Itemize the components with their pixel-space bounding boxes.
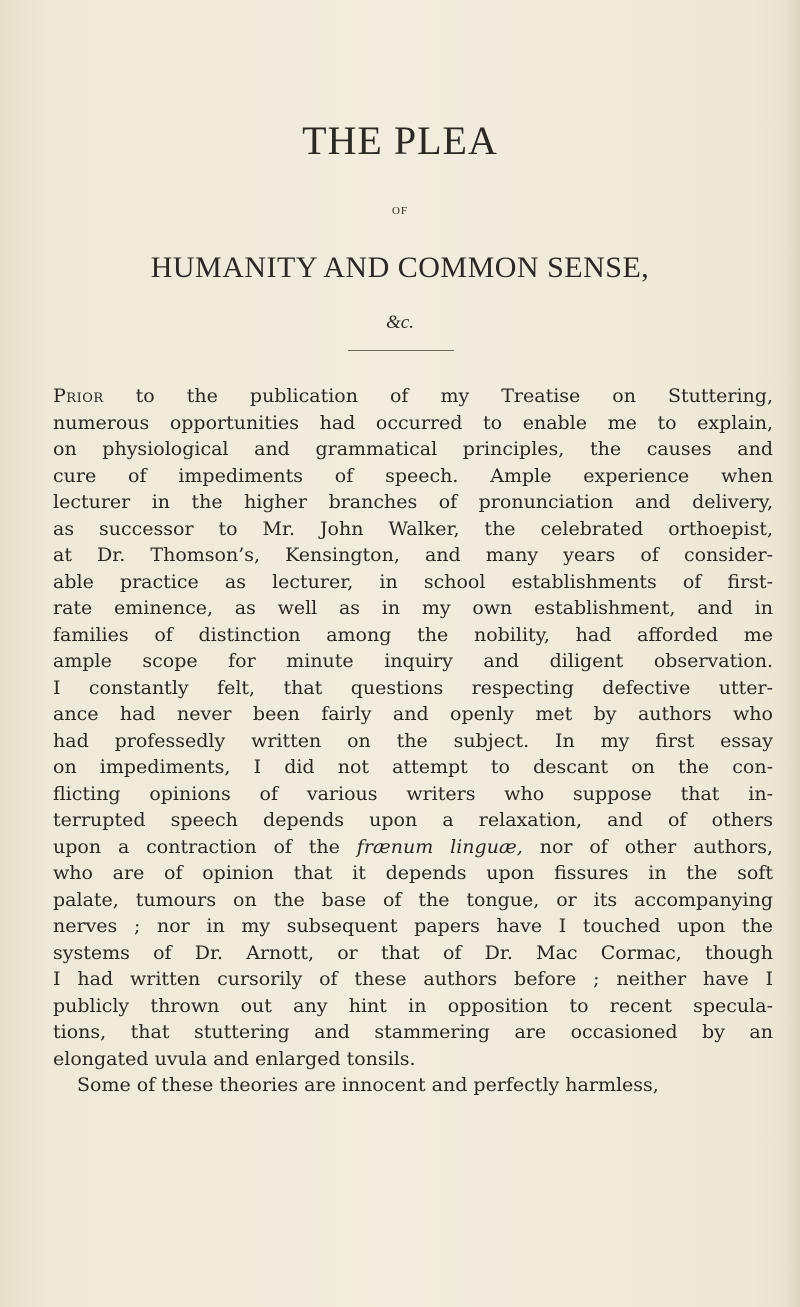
page-subtitle: HUMANITY AND COMMON SENSE, bbox=[150, 251, 650, 284]
text-line: I had written cursorily of these authors before ; neither have I bbox=[53, 968, 773, 990]
text-line-rest: to the publication of my Treatise on Stuttering, bbox=[103, 385, 773, 407]
text-line: nerves ; nor in my subsequent papers have I touched upon the bbox=[53, 915, 773, 937]
page-title: THE PLEA bbox=[302, 118, 498, 163]
text-line: terrupted speech depends upon a relaxation, and of others bbox=[53, 809, 773, 831]
body-paragraphs bbox=[53, 383, 773, 1099]
text-line-frenum bbox=[53, 834, 773, 861]
text-line: I constantly felt, that questions respecting defective utter- bbox=[53, 676, 773, 699]
title-etcetera: &c. bbox=[386, 312, 414, 333]
text-line bbox=[53, 383, 773, 410]
text-line: on physiological and grammatical principles, the causes and bbox=[53, 438, 773, 460]
text-line: ance had never been fairly and openly met by authors who bbox=[53, 703, 773, 725]
text-line: systems of Dr. Arnott, or that of Dr. Mac Cormac, though bbox=[53, 941, 773, 964]
page-edge-shadow bbox=[782, 0, 800, 1307]
text-line: publicly thrown out any hint in opposition to recent specula- bbox=[53, 994, 773, 1017]
title-connector-of: OF bbox=[391, 205, 409, 217]
text-line: on impediments, I did not attempt to descant on the con- bbox=[53, 756, 773, 778]
text-line-new-paragraph: Some of these theories are innocent and perfectly harmless, bbox=[77, 1074, 659, 1096]
latin-term: frænum linguæ, bbox=[356, 835, 523, 858]
text-line: at Dr. Thomson’s, Kensington, and many years of consider- bbox=[53, 544, 773, 566]
text-line: rate eminence, as well as in my own establishment, and in bbox=[53, 597, 773, 619]
text-line: had professedly written on the subject. In my first essay bbox=[53, 729, 773, 752]
text-line: palate, tumours on the base of the tongue, or its accompanying bbox=[53, 888, 773, 911]
section-divider bbox=[348, 350, 454, 351]
text-line: tions, that stuttering and stammering are occasioned by an bbox=[53, 1021, 773, 1043]
text-line: lecturer in the higher branches of pronunciation and delivery, bbox=[53, 491, 773, 513]
text-line: numerous opportunities had occurred to enable me to explain, bbox=[53, 411, 773, 434]
text-line: flicting opinions of various writers who suppose that in- bbox=[53, 782, 773, 805]
text-line: as successor to Mr. John Walker, the celebrated orthoepist, bbox=[53, 517, 773, 540]
text-line: who are of opinion that it depends upon fissures in the soft bbox=[53, 862, 773, 884]
lead-word: Prior bbox=[53, 385, 104, 407]
text-line: elongated uvula and enlarged tonsils. bbox=[53, 1047, 416, 1070]
text-line: cure of impediments of speech. Ample experience when bbox=[53, 464, 773, 487]
text-line: able practice as lecturer, in school establishments of first- bbox=[53, 570, 773, 593]
text-line: ample scope for minute inquiry and diligent observation. bbox=[53, 650, 773, 672]
text-segment: nor of other authors, bbox=[522, 835, 773, 858]
text-segment: upon a contraction of the bbox=[53, 835, 357, 858]
text-line: families of distinction among the nobility, had afforded me bbox=[53, 623, 773, 646]
